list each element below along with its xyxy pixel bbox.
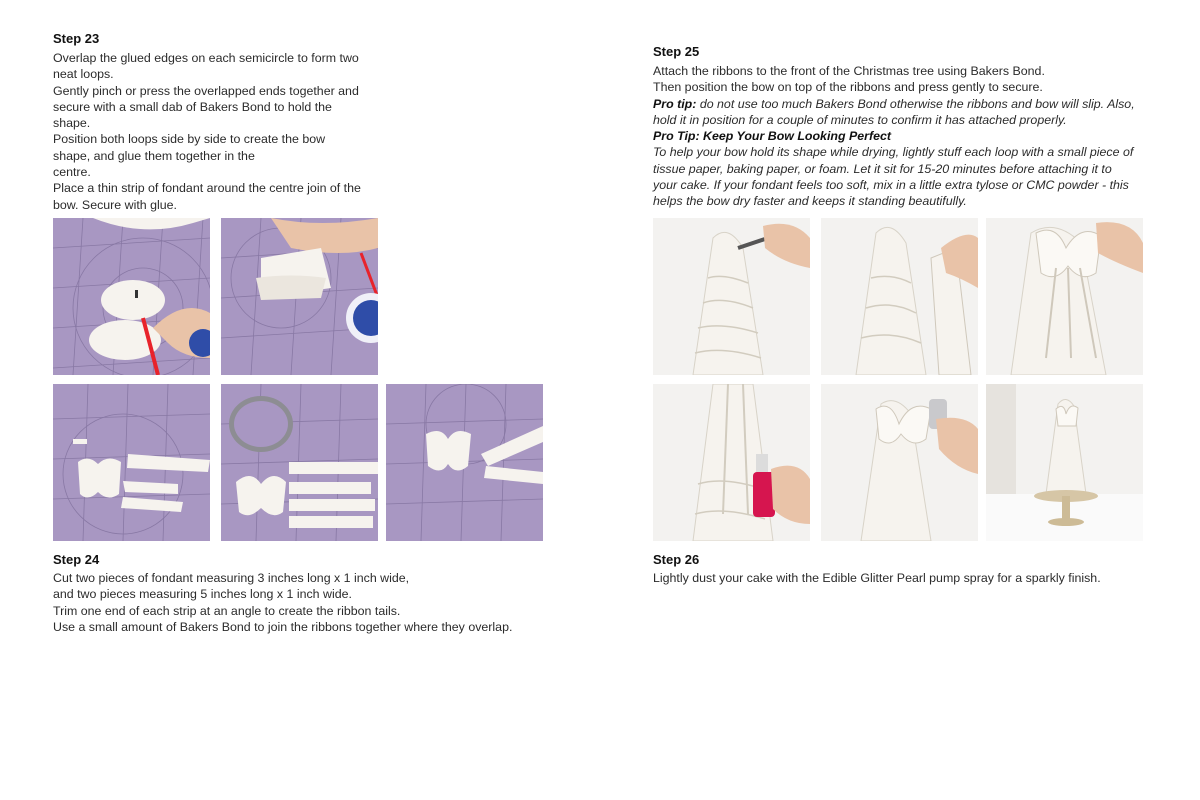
text-line: secure with a small dab of Bakers Bond to hold the (53, 99, 332, 114)
pro-tip-line: tissue paper, baking paper, or foam. Let it sit for 15-20 minutes before attaching it to (653, 161, 1112, 176)
photo-attach-bow (986, 218, 1143, 375)
photo-bow-joined-ribbons (386, 384, 543, 541)
text-line: shape, and glue them together in the (53, 148, 255, 163)
photo-bow-pinch (221, 218, 378, 375)
step-23-title: Step 23 (53, 31, 100, 46)
pro-tip-line: your cake. If your fondant feels too soft, mix in a little extra tylose or CMC powder - this (653, 178, 1129, 193)
photo-fondant-circles (53, 218, 210, 375)
pro-tip-label: Pro tip: (653, 96, 697, 111)
photo-attach-ribbons (821, 218, 978, 375)
text-line: centre. (53, 165, 91, 180)
step-26-title: Step 26 (653, 552, 700, 567)
text-line: and two pieces measuring 5 inches long x 1 inch wide. (53, 587, 352, 602)
pro-tip-line (653, 96, 1135, 112)
photo-bow-ribbon-strips (53, 384, 210, 541)
pro-tip-line: To help your bow hold its shape while drying, lightly stuff each loop with a small piece of (653, 145, 1134, 160)
pro-tip-line: hold it in position for a couple of minutes to confirm it has attached properly. (653, 112, 1067, 127)
text-line: Gently pinch or press the overlapped ends together and (53, 83, 359, 98)
text-line: Use a small amount of Bakers Bond to join the ribbons together where they overlap. (53, 619, 513, 634)
pro-tip-text: do not use too much Bakers Bond otherwise the ribbons and bow will slip. Also, (696, 96, 1135, 111)
text-line: Cut two pieces of fondant measuring 3 inches long x 1 inch wide, (53, 571, 410, 585)
photo-glue-tree (653, 218, 810, 375)
step-24-title: Step 24 (53, 552, 100, 567)
text-line: neat loops. (53, 67, 114, 82)
text-line: Attach the ribbons to the front of the Christmas tree using Bakers Bond. (653, 64, 1045, 78)
text-line: Then position the bow on top of the ribbons and press gently to secure. (653, 80, 1043, 95)
text-line: Trim one end of each strip at an angle to create the ribbon tails. (53, 603, 401, 618)
text-line: shape. (53, 116, 91, 131)
text-line: Overlap the glued edges on each semicircle to form two (53, 51, 359, 65)
step-26-text (653, 570, 1101, 586)
photo-cutter-ribbons (221, 384, 378, 541)
pro-tip-heading: Pro Tip: Keep Your Bow Looking Perfect (653, 129, 891, 144)
photo-spray-cake (821, 384, 978, 541)
text-line: bow. Secure with glue. (53, 197, 177, 212)
photo-finished-cake (986, 384, 1143, 541)
step-25-text (653, 63, 1135, 210)
step-23-text (53, 50, 361, 213)
text-line: Lightly dust your cake with the Edible Glitter Pearl pump spray for a sparkly finish. (653, 571, 1101, 585)
text-line: Place a thin strip of fondant around the centre join of the (53, 181, 361, 196)
text-line: Position both loops side by side to create the bow (53, 132, 326, 147)
photo-spray-bottle (653, 384, 810, 541)
step-25-title: Step 25 (653, 44, 700, 59)
step-24-text (53, 570, 512, 635)
pro-tip-line: helps the bow dry faster and keeps it standing beautifully. (653, 194, 967, 209)
